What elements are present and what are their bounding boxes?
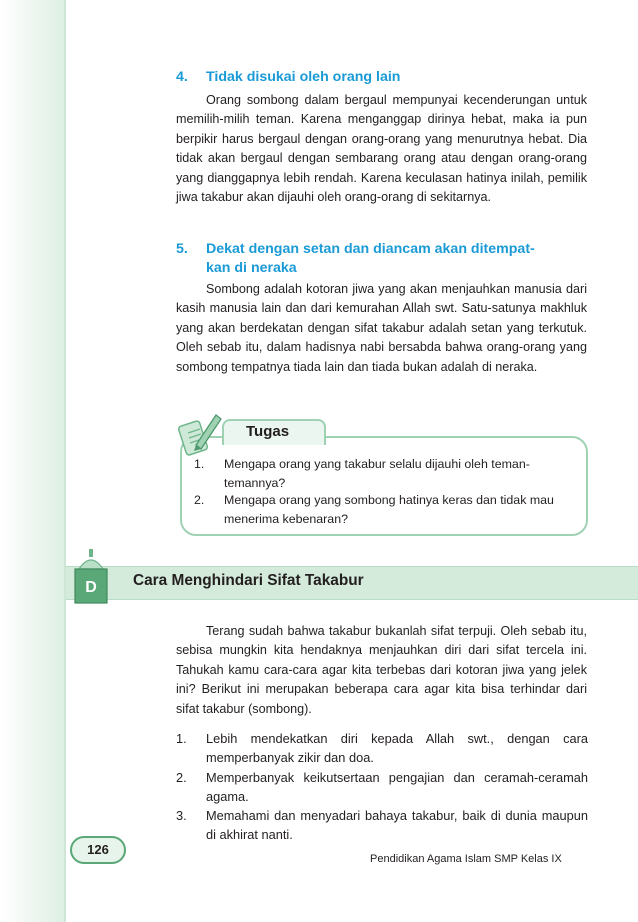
- list-item-text: Memperbanyak keikutsertaan pengajian dan ceramah-ceramah agama.: [206, 770, 588, 805]
- section-4-body: Orang sombong dalam bergaul mempunyai kecenderungan untuk memilih-milih teman. Karena menganggap dirinya hebat, maka ia pun berpikir harus bergaul dengan orang-orang yang menurutnya hebat. Dia tidak akan bergaul dengan sembarang orang atau dengan orang-orang yang dianggapnya lebih rendah. Karena keculasan hatinya inilah, pemilik jiwa takabur akan dijauhi oleh orang-orang di sekitarnya.: [176, 93, 587, 205]
- sidebar-divider: [64, 0, 66, 922]
- section-4-heading: [176, 68, 401, 87]
- pencil-icon: [176, 409, 224, 457]
- page-number: 126: [70, 836, 126, 864]
- tugas-item-number: 1.: [194, 457, 205, 471]
- list-item-number: 1.: [176, 731, 187, 746]
- section-4-number: 4.: [176, 69, 188, 85]
- section-d-intro: Terang sudah bahwa takabur bukanlah sifat terpuji. Oleh sebab itu, sebisa mungkin kita hendaknya menjauhkan diri dari sifat tercela ini. Tahukah kamu cara-cara agar kita terbebas dari kotoran jiwa yang jelek ini? Berikut ini merupakan beberapa cara agar kita bisa terhindar dari sifat takabur (sombong).: [176, 624, 587, 716]
- list-item-text: Memahami dan menyadari bahaya takabur, baik di dunia maupun di akhirat nanti.: [206, 808, 588, 843]
- tugas-item-text: Mengapa orang yang sombong hatinya keras dan tidak mau menerima kebenaran?: [224, 493, 554, 526]
- tugas-item-text: Mengapa orang yang takabur selalu dijauhi oleh teman-temannya?: [224, 457, 530, 490]
- mosque-icon: [67, 547, 115, 605]
- section-5-number: 5.: [176, 241, 188, 257]
- section-d-title: Cara Menghindari Sifat Takabur: [133, 572, 364, 589]
- section-d-letter: D: [85, 579, 97, 596]
- tugas-title: Tugas: [246, 423, 290, 440]
- list-item-text: Lebih mendekatkan diri kepada Allah swt., dengan cara memperbanyak zikir dan doa.: [206, 731, 588, 766]
- section-5-body: Sombong adalah kotoran jiwa yang akan menjauhkan manusia dari kasih manusia lain dan dari kemurahan Allah swt. Satu-satunya makhluk yang akan berdekatan dengan sifat takabur adalah setan yang terkutuk. Oleh sebab itu, dalam hadisnya nabi bersabda bahwa orang-orang yang sombong tempatnya tiada lain dan tiada bukan adalah di neraka.: [176, 282, 587, 374]
- section-5-title-line2: kan di neraka: [206, 260, 297, 276]
- tugas-item-number: 2.: [194, 493, 205, 507]
- section-5-heading: [176, 240, 588, 276]
- section-4-title: Tidak disukai oleh orang lain: [206, 69, 401, 85]
- list-item-number: 2.: [176, 770, 187, 785]
- section-5-title-line1: Dekat dengan setan dan diancam akan ditempat-: [206, 241, 535, 257]
- list-item-number: 3.: [176, 808, 187, 823]
- footer-book-title: Pendidikan Agama Islam SMP Kelas IX: [370, 853, 562, 865]
- page-sidebar: [0, 0, 66, 922]
